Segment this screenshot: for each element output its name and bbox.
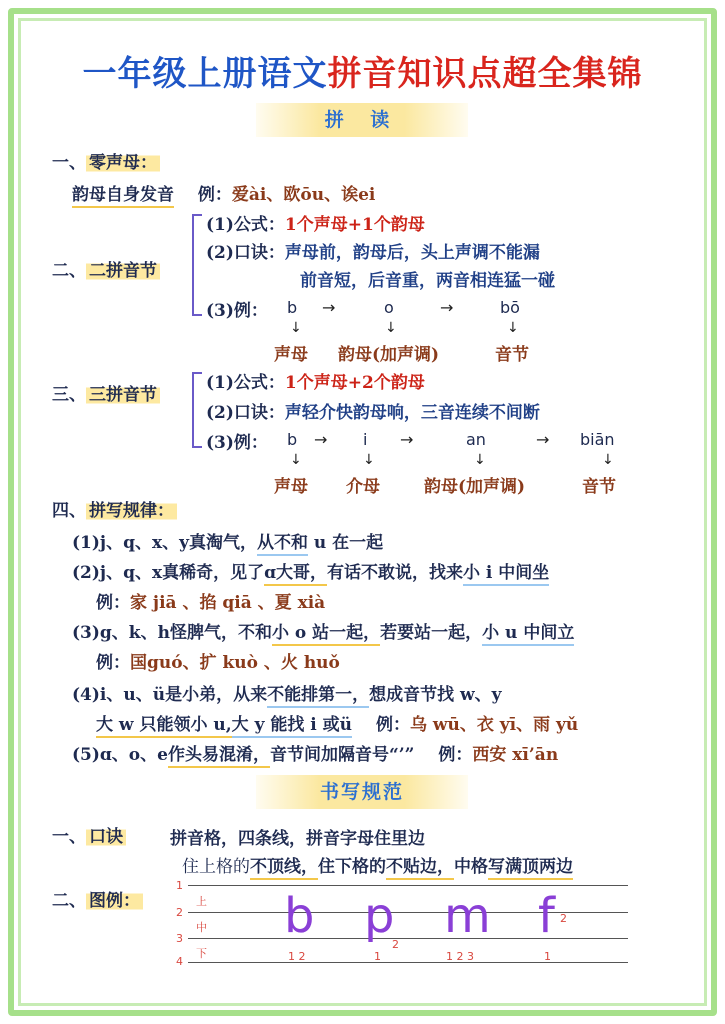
s4-r1b: 真淘气， — [188, 533, 257, 553]
title-part2: 拼音知识点超全集锦 — [327, 54, 643, 94]
grid-line-number: 2 — [176, 906, 183, 919]
s1-line — [72, 180, 375, 205]
s4-heading — [52, 496, 177, 521]
s2-rhyme1: 声母前，韵母后，头上声调不能漏 — [284, 243, 540, 263]
s2-ex-arrow1: → — [322, 298, 336, 317]
s2-ex-arrow2: → — [440, 298, 454, 317]
w2-heading-num: 二、 — [52, 891, 86, 911]
s3-formula-row — [206, 368, 425, 393]
s2-heading-text: 二拼音节 — [86, 261, 160, 281]
s4-r5a: (5)ɑ、o、e — [72, 745, 168, 765]
s4-rule1 — [72, 528, 383, 553]
s3-rhyme-row — [206, 398, 540, 423]
grid-zone-label: 下 — [196, 947, 207, 960]
w1-line2a: 住上格的 — [182, 857, 250, 877]
w1-line2e: 中格 — [454, 857, 488, 877]
s4-rule5 — [72, 740, 558, 765]
s4-r4a: (4)i、u、ü — [72, 685, 166, 705]
s4-r2a: (2)j、q、x — [72, 563, 163, 583]
s4-r1c: 从不和 — [257, 533, 308, 556]
grid-line-1 — [188, 885, 628, 886]
s4-r3e: 小 u 中间立 — [482, 623, 574, 646]
stroke-order-b: 1 2 — [288, 950, 306, 963]
s4-r3d: 若要站一起， — [380, 623, 483, 643]
grid-line-number: 1 — [176, 879, 183, 892]
s1-heading — [52, 148, 160, 173]
s2-brace — [192, 214, 202, 316]
s2-part-syllable: 音节 — [495, 345, 529, 365]
s4-r5b: 作头易混淆， — [168, 745, 270, 768]
w1-line2b: 不顶线， — [250, 857, 318, 880]
s4-r4ex-label: 例： — [375, 715, 410, 735]
s1-example-label: 例： — [197, 185, 232, 205]
s2-heading-num: 二、 — [52, 261, 86, 281]
grid-line-4 — [188, 962, 628, 963]
w1-heading-text: 口诀 — [86, 827, 126, 847]
s4-r2c: ɑ大哥， — [264, 563, 327, 586]
s4-rule3-example — [96, 648, 340, 673]
s4-heading-text: 拼写规律： — [86, 501, 177, 521]
s4-r5ex-label: 例： — [438, 745, 473, 765]
w1-line1: 拼音格，四条线，拼音字母住里边 — [170, 829, 425, 849]
s1-heading-text: 零声母： — [86, 153, 160, 173]
grid-zone-label: 中 — [196, 921, 207, 934]
section-banner-pindu: 拼 读 — [256, 103, 468, 137]
s1-examples: 爱ài、欧ōu、诶ei — [231, 185, 376, 205]
s3-formula-label: (1)公式： — [206, 373, 285, 393]
s3-heading-num: 三、 — [52, 385, 86, 405]
s2-formula-label: (1)公式： — [206, 215, 285, 235]
s3-rhyme-label: (2)口诀： — [206, 403, 285, 423]
w1-heading — [52, 822, 126, 847]
s4-r4e: 大 w 只能领小 u, — [96, 715, 232, 738]
stroke-order-m: 1 2 3 — [446, 950, 474, 963]
s4-r3c: 小 o 站一起， — [272, 623, 380, 646]
down-arrow-icon: ↓ — [363, 452, 375, 468]
example-letter-b: b — [284, 888, 315, 944]
w1-line2f: 写满顶两边 — [488, 857, 573, 880]
s2-rhyme-row — [206, 238, 540, 263]
s2-rhyme2: 前音短，后音重，两音相连猛一碰 — [300, 271, 555, 291]
s4-r2ex: 家 jiā 、掐 qiā 、夏 xià — [130, 593, 326, 613]
grid-line-number: 4 — [176, 955, 183, 968]
s2-formula: 1个声母+1个韵母 — [284, 215, 425, 235]
s3-heading — [52, 380, 160, 405]
down-arrow-icon: ↓ — [474, 452, 486, 468]
s1-heading-num: 一、 — [52, 153, 86, 173]
s3-part-syllable: 音节 — [582, 477, 616, 497]
example-letter-m: m — [444, 888, 491, 944]
s4-heading-num: 四、 — [52, 501, 86, 521]
s2-rhyme-label: (2)口诀： — [206, 243, 285, 263]
s4-rule2 — [72, 558, 549, 583]
s2-heading — [52, 256, 160, 281]
w2-heading — [52, 886, 143, 911]
s4-r1d: u 在一起 — [307, 533, 384, 553]
s2-ex-syllable: bō — [500, 298, 520, 317]
s2-ex-final: o — [384, 298, 394, 317]
s3-ex-medial: i — [363, 430, 368, 449]
s1-desc: 韵母自身发音 — [72, 185, 174, 208]
s3-ex-syllable: biān — [580, 430, 615, 449]
down-arrow-icon: ↓ — [507, 320, 519, 336]
s4-r3a: (3)g、k、h — [72, 623, 170, 643]
section-banner-writing: 书写规范 — [256, 775, 468, 809]
s4-r3ex: 国guó、扩 kuò 、火 huǒ — [130, 653, 340, 673]
s4-r4f: 大 y 能找 i 或ü — [232, 715, 352, 738]
s3-ex-final: an — [466, 430, 486, 449]
s3-example-label: (3)例： — [206, 433, 268, 453]
s4-r1a: (1)j、q、x、y — [72, 533, 189, 553]
stroke-order-p-2: 2 — [392, 938, 399, 951]
s3-heading-text: 三拼音节 — [86, 385, 160, 405]
s4-r4ex: 乌 wū、衣 yī、雨 yǔ — [409, 715, 579, 735]
s2-ex-initial: b — [287, 298, 298, 317]
s4-r5c: 音节间加隔音号“’” — [269, 745, 415, 765]
s4-r3ex-label: 例： — [96, 653, 130, 673]
grid-line-3 — [188, 938, 628, 939]
stroke-order-f-1: 1 — [544, 950, 551, 963]
down-arrow-icon: ↓ — [290, 452, 302, 468]
grid-zone-label: 上 — [196, 895, 207, 908]
s4-rule2-example — [96, 588, 325, 613]
down-arrow-icon: ↓ — [290, 320, 302, 336]
title-part1: 一年级上册语文 — [82, 54, 328, 94]
w1-line2 — [182, 852, 573, 877]
s3-rhyme: 声轻介快韵母响，三音连续不间断 — [284, 403, 540, 423]
s4-r2e: 小 i 中间坐 — [463, 563, 549, 586]
w1-line2d: 不贴边， — [386, 857, 454, 880]
page-title — [0, 46, 725, 95]
s4-rule3 — [72, 618, 574, 643]
w2-heading-text: 图例： — [86, 891, 143, 911]
down-arrow-icon: ↓ — [602, 452, 614, 468]
example-letter-p: p — [364, 888, 395, 944]
w1-heading-num: 一、 — [52, 827, 86, 847]
s3-part-medial: 介母 — [346, 477, 380, 497]
s4-r2d: 有话不敢说，找来 — [326, 563, 463, 583]
s4-rule4 — [72, 680, 502, 705]
s3-ex-arrow2: → — [400, 430, 414, 449]
s4-r5ex: 西安 xī’ān — [472, 745, 559, 765]
s3-ex-arrow1: → — [314, 430, 328, 449]
s3-part-final: 韵母(加声调) — [424, 477, 526, 497]
s2-part-final: 韵母(加声调) — [338, 345, 440, 365]
w1-line2c: 住下格的 — [318, 857, 386, 877]
s4-r3b: 怪脾气，不和 — [169, 623, 272, 643]
s4-r2ex-label: 例： — [96, 593, 130, 613]
stroke-order-f-2: 2 — [560, 912, 567, 925]
s4-r4c: 不能排第一， — [267, 685, 369, 708]
s4-r2b: 真稀奇，见了 — [162, 563, 265, 583]
s2-example-label: (3)例： — [206, 301, 268, 321]
s3-brace — [192, 372, 202, 448]
down-arrow-icon: ↓ — [385, 320, 397, 336]
s2-part-initial: 声母 — [274, 345, 308, 365]
s3-formula: 1个声母+2个韵母 — [284, 373, 425, 393]
s4-r4d: 想成音节找 w、y — [369, 685, 502, 705]
example-letter-f: f — [538, 888, 555, 944]
stroke-order-p-1: 1 — [374, 950, 381, 963]
s3-ex-arrow3: → — [536, 430, 550, 449]
grid-line-number: 3 — [176, 932, 183, 945]
s3-part-initial: 声母 — [274, 477, 308, 497]
s2-formula-row — [206, 210, 425, 235]
s3-ex-initial: b — [287, 430, 298, 449]
s4-r4b: 是小弟，从来 — [165, 685, 268, 705]
s4-rule4-line2 — [96, 710, 578, 735]
